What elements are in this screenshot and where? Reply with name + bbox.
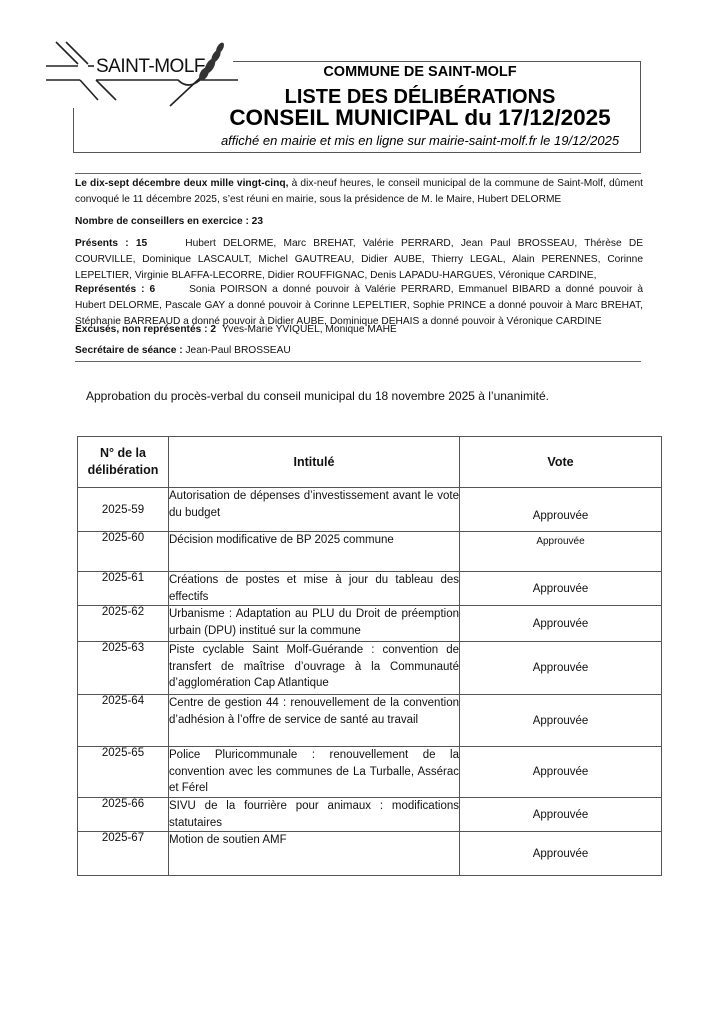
row-num: 2025-60: [78, 532, 169, 572]
row-vote: Approuvée: [460, 798, 662, 832]
header-num: [78, 437, 169, 488]
excuses-paragraph: [75, 322, 643, 338]
row-intitule: Police Pluricommunale : renouvellement de la convention avec les communes de La Turballe, Assérac et Férel: [169, 747, 460, 798]
row-num: 2025-61: [78, 572, 169, 606]
excuses-label: Excusés, non représentés : 2: [75, 324, 216, 335]
presents-label: Présents : 15: [75, 238, 148, 249]
deliberations-table: [77, 436, 662, 876]
row-vote: Approuvée: [460, 532, 662, 572]
secretaire-paragraph: [75, 343, 643, 359]
secretaire-label: Secrétaire de séance :: [75, 345, 183, 356]
row-intitule: Créations de postes et mise à jour du tableau des effectifs: [169, 572, 460, 606]
header-intitule: Intitulé: [169, 437, 460, 488]
row-intitule: Piste cyclable Saint Molf-Guérande : convention de transfert de maîtrise d’ouvrage à la Communauté d’agglomération Cap Atlantique: [169, 642, 460, 695]
row-intitule: Urbanisme : Adaptation au PLU du Droit de préemption urbain (DPU) institué sur la commune: [169, 606, 460, 642]
table-row: [78, 798, 662, 832]
row-vote: Approuvée: [460, 832, 662, 876]
logo-text: SAINT-MOLF: [96, 56, 206, 77]
posting-note: affiché en mairie et mis en ligne sur mairie-saint-molf.fr le 19/12/2025: [220, 133, 620, 148]
document-title: LISTE DES DÉLIBÉRATIONS: [284, 86, 556, 108]
table-row: [78, 747, 662, 798]
row-intitule: SIVU de la fourrière pour animaux : modifications statutaires: [169, 798, 460, 832]
meeting-date: Le dix-sept décembre deux mille vingt-cinq,: [75, 178, 289, 189]
row-num: 2025-63: [78, 642, 169, 695]
row-num: 2025-65: [78, 747, 169, 798]
table-row: [78, 606, 662, 642]
commune-name: COMMUNE DE SAINT-MOLF: [323, 64, 517, 80]
row-vote: Approuvée: [460, 695, 662, 747]
row-vote: Approuvée: [460, 747, 662, 798]
excuses-list: Yves-Marie YVIQUEL, Monique MAHE: [222, 324, 397, 335]
intro-text: à dix-neuf heures, le conseil municipal de la commune de Saint-Molf, dûment convoqué le 11 décembre 2025, s’est réuni en mairie, sous la présidence de M. le Maire, Hubert DELORME: [75, 178, 643, 205]
representes-list: Sonia POIRSON a donné pouvoir à Valérie PERRARD, Emmanuel BIBARD a donné pouvoir à Hubert DELORME, Pascale GAY a donné pouvoir à Corinne LEPELTIER, Sophie PRINCE a donné pouvoir à Marc BREHAT, Stéphanie BARREAUD a donné pouvoir à Didier AUBE, Dominique DEHAIS a donné pouvoir à Véronique CARDINE: [75, 284, 644, 327]
row-intitule: Centre de gestion 44 : renouvellement de la convention d’adhésion à l’offre de service de santé au travail: [169, 695, 460, 747]
council-date-title: CONSEIL MUNICIPAL du 17/12/2025: [229, 105, 611, 130]
table-row: [78, 832, 662, 876]
info-top-rule: [75, 173, 641, 174]
row-intitule: Motion de soutien AMF: [169, 832, 460, 876]
row-num: 2025-62: [78, 606, 169, 642]
row-num: 2025-59: [78, 488, 169, 532]
row-vote: Approuvée: [460, 606, 662, 642]
row-vote: Approuvée: [460, 642, 662, 695]
table-row: [78, 532, 662, 572]
row-vote: Approuvée: [460, 572, 662, 606]
secretaire-name: Jean-Paul BROSSEAU: [182, 345, 291, 356]
councillors-count-label: Nombre de conseillers en exercice : 23: [75, 216, 263, 227]
table-row: [78, 695, 662, 747]
header-num-line2: délibération: [87, 463, 159, 477]
header-vote: Vote: [460, 437, 662, 488]
table-header-row: [78, 437, 662, 488]
approbation-statement: Approbation du procès-verbal du conseil municipal du 18 novembre 2025 à l’unanimité.: [86, 389, 549, 403]
table-row: [78, 488, 662, 532]
representes-label: Représentés : 6: [75, 284, 156, 295]
councillors-count: [75, 214, 643, 230]
table-row: [78, 572, 662, 606]
row-intitule: Décision modificative de BP 2025 commune: [169, 532, 460, 572]
header-box-border-top: [233, 61, 641, 62]
row-num: 2025-67: [78, 832, 169, 876]
row-num: 2025-64: [78, 695, 169, 747]
row-intitule: Autorisation de dépenses d’investissement avant le vote du budget: [169, 488, 460, 532]
header-box-border-bottom: [73, 152, 641, 153]
intro-paragraph: [75, 176, 643, 208]
info-bottom-rule: [75, 361, 641, 362]
table-row: [78, 642, 662, 695]
header-num-line1: N° de la: [100, 446, 146, 460]
row-vote: Approuvée: [460, 488, 662, 532]
row-num: 2025-66: [78, 798, 169, 832]
presents-paragraph: [75, 236, 643, 284]
header-box-border-left: [73, 108, 74, 153]
presents-list: Hubert DELORME, Marc BREHAT, Valérie PERRARD, Jean Paul BROSSEAU, Thérèse DE COURVILLE, Dominique LASCAULT, Michel GAUTREAU, Didier AUBE, Thierry LEGAL, Alain PERENNES, Corinne LEPELTIER, Virginie BLAFFA-LECORRE, Didier ROUFFIGNAC, Denis LAPADU-HARGUES, Véronique CARDINE,: [75, 238, 643, 281]
